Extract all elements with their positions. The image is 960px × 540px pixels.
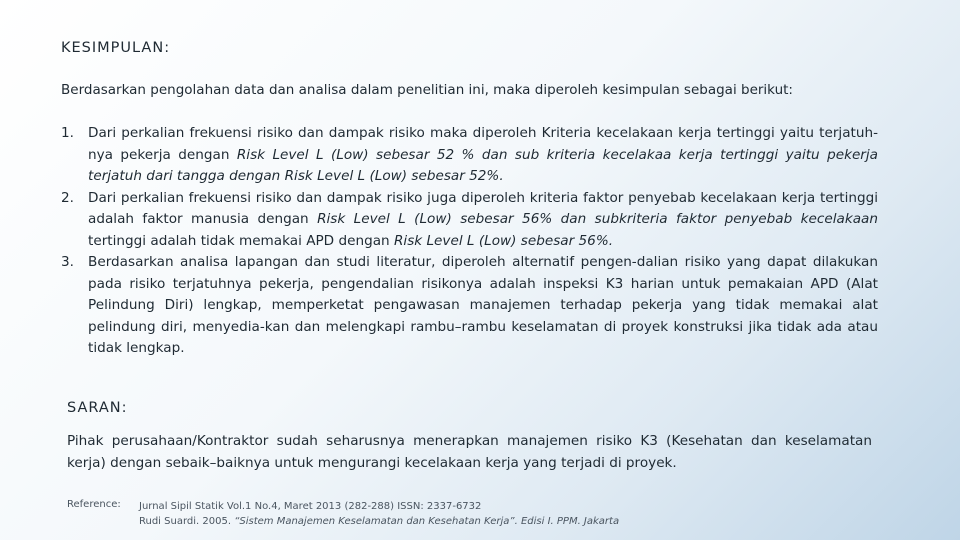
list-text: Berdasarkan analisa lapangan dan studi literatur, diperoleh alternatif pengen-dalian risiko yang dapat dilakukan pada risiko terjatuhnya pekerja, pengendalian risikonya adalah inspeksi K3 harian untuk pemakaian APD (Alat Pelindung Diri) lengkap, memperketat pengawasan manajemen terhadap pekerja yang tidak memakai alat pelindung diri, menyedia-kan dan melengkapi rambu–rambu keselamatan di proyek konstruksi jika tidak ada atau tidak lengkap. [88,254,878,356]
list-number: 2. [61,189,74,206]
list-item [61,252,878,360]
list-text-italic: Risk Level L (Low) sebesar 52 % dan sub kriteria kecelakaa kerja tertinggi yaitu pekerja terjatuh dari tangga dengan Risk Level L (Low) sebesar 52%. [88,146,878,184]
reference-lines [139,499,619,529]
list-text-italic: Risk Level L (Low) sebesar 56%. [393,232,614,249]
list-number: 3. [61,254,74,270]
list-item [61,123,878,188]
list-text: Dari perkalian frekuensi risiko dan dampak risiko maka diperoleh Kriteria kecelakaan kerja tertinggi yaitu terjatuh-nya pekerja dengan [88,125,878,163]
reference-line: Jurnal Sipil Statik Vol.1 No.4, Maret 2013 (282-288) ISSN: 2337-6732 [139,501,482,512]
reference-label: Reference: [67,499,121,510]
list-item [61,188,878,253]
list-text: Dari perkalian frekuensi risiko dan dampak risiko juga diperoleh kriteria faktor penyebab kecelakaan kerja tertinggi adalah faktor manusia dengan [88,189,878,227]
reference-title: “Sistem Manajemen Keselamatan dan Kesehatan Kerja”. Edisi I. PPM. Jakarta [234,516,620,527]
suggestion-heading: SARAN: [67,400,128,416]
reference-line [139,514,619,529]
list-text: tertinggi adalah tidak memakai APD dengan [88,232,394,249]
conclusion-intro: Berdasarkan pengolahan data dan analisa dalam penelitian ini, maka diperoleh kesimpulan sebagai berikut: [61,82,793,98]
conclusion-list [61,123,878,360]
suggestion-text: Pihak perusahaan/Kontraktor sudah seharusnya menerapkan manajemen risiko K3 (Kesehatan dan keselamatan kerja) dengan sebaik–baiknya untuk mengurangi kecelakaan kerja yang terjadi di proyek. [67,433,872,471]
list-number: 1. [61,125,74,141]
reference-author: Rudi Suardi. 2005. [139,516,235,527]
list-text-italic: Risk Level L (Low) sebesar 56% dan subkriteria faktor penyebab kecelakaan [317,211,878,227]
conclusion-heading: KESIMPULAN: [61,40,171,56]
